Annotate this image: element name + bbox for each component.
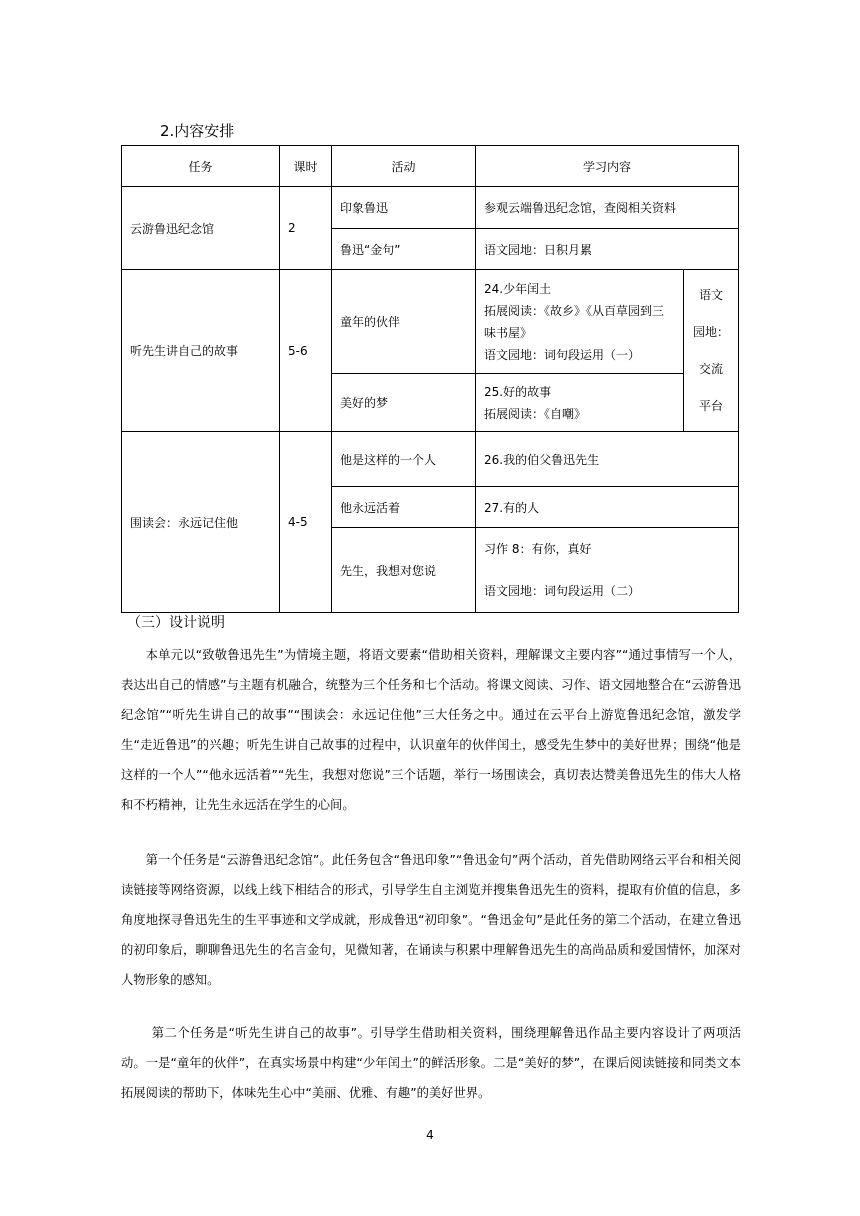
- activity-cell: 美好的梦: [332, 374, 476, 432]
- design-heading: （三）设计说明: [127, 615, 225, 631]
- header-hours: 课时: [280, 146, 332, 187]
- content-cell: [476, 528, 739, 613]
- task-name: 听先生讲自己的故事: [122, 270, 280, 432]
- content-cell: [476, 270, 684, 374]
- table-row: [122, 432, 739, 487]
- task-name: 云游鲁迅纪念馆: [122, 187, 280, 270]
- table-row: [122, 187, 739, 229]
- content-cell: [476, 374, 684, 432]
- table-row: [122, 270, 739, 374]
- content-arrangement-table: [121, 145, 739, 613]
- header-activity: 活动: [332, 146, 476, 187]
- task-hours: 4-5: [280, 432, 332, 613]
- header-content: 学习内容: [476, 146, 739, 187]
- side-note-line: 园地：: [693, 324, 730, 339]
- content-line: 语文园地：词句段运用（二）: [484, 584, 641, 598]
- side-note-line: 语文: [699, 287, 724, 302]
- task-hours: 5-6: [280, 270, 332, 432]
- paragraph: 第一个任务是“云游鲁迅纪念馆”。此任务包含“鲁迅印象”“鲁迅金句”两个活动，首先借助网络云平台和相关阅读链接等网络资源，以线上线下相结合的形式，引导学生自主浏览并搜集鲁迅先生的资料，提取有价值的信息，多角度地探寻鲁迅先生的生平事迹和文学成就，形成鲁迅“初印象”。“鲁迅金句”是此任务的第二个活动，在建立鲁迅的初印象后，聊聊鲁迅先生的名言金句，见微知著，在诵读与积累中理解鲁迅先生的高尚品质和爱国情怀，加深对人物形象的感知。: [121, 853, 741, 987]
- content-line: 拓展阅读：《自嘲》: [484, 406, 587, 421]
- activity-cell: 先生，我想对您说: [332, 528, 476, 613]
- activity-cell: 他是这样的一个人: [332, 432, 476, 487]
- activity-cell: 印象鲁迅: [332, 187, 476, 229]
- content-line: 语文园地：词句段运用（一）: [484, 347, 641, 362]
- header-task: 任务: [122, 146, 280, 187]
- content-cell: 语文园地：日积月累: [476, 229, 739, 270]
- content-cell: 参观云端鲁迅纪念馆，查阅相关资料: [476, 187, 739, 229]
- activity-cell: 童年的伙伴: [332, 270, 476, 374]
- side-note-line: 平台: [699, 398, 724, 413]
- content-line: 拓展阅读：《故乡》《从百草园到三: [484, 303, 665, 318]
- content-line: 习作 8：有你，真好: [484, 542, 592, 556]
- task-name: 围读会：永远记住他: [122, 432, 280, 613]
- section-heading: 2.内容安排: [160, 122, 235, 140]
- paragraph: 本单元以“致敬鲁迅先生”为情境主题，将语文要素“借助相关资料，理解课文主要内容”“通过事情写一个人，表达出自己的情感”与主题有机融合，统整为三个任务和七个活动。将课文阅读、习作、语文园地整合在“云游鲁迅纪念馆”“听先生讲自己的故事”“围读会：永远记住他”三大任务之中。通过在云平台上游览鲁迅纪念馆，激发学生“走近鲁迅”的兴趣；听先生讲自己故事的过程中，认识童年的伙伴闰土，感受先生梦中的美好世界；围绕“他是这样的一个人”“他永远活着”“先生，我想对您说”三个话题，举行一场围读会，真切表达赞美鲁迅先生的伟大人格和不朽精神，让先生永远活在学生的心间。: [121, 648, 741, 812]
- content-line: 味书屋》: [484, 325, 533, 340]
- content-line: 25.好的故事: [484, 384, 552, 399]
- page-number: 4: [426, 1128, 434, 1142]
- content-line: 24.少年闰土: [484, 281, 552, 296]
- paragraph: 第二个任务是“听先生讲自己的故事”。引导学生借助相关资料，围绕理解鲁迅作品主要内容设计了两项活动。一是“童年的伙伴”，在真实场景中构建“少年闰土”的鲜活形象。二是“美好的梦”，在课后阅读链接和同类文本拓展阅读的帮助下，体味先生心中“美丽、优雅、有趣”的美好世界。: [121, 1026, 741, 1100]
- content-cell: 26.我的伯父鲁迅先生: [476, 432, 739, 487]
- side-note-line: 交流: [699, 361, 724, 376]
- activity-cell: 他永远活着: [332, 487, 476, 528]
- task-hours: 2: [280, 187, 332, 270]
- content-cell: 27.有的人: [476, 487, 739, 528]
- side-note-cell: [684, 270, 739, 432]
- table-header-row: [122, 146, 739, 187]
- activity-cell: 鲁迅“金句”: [332, 229, 476, 270]
